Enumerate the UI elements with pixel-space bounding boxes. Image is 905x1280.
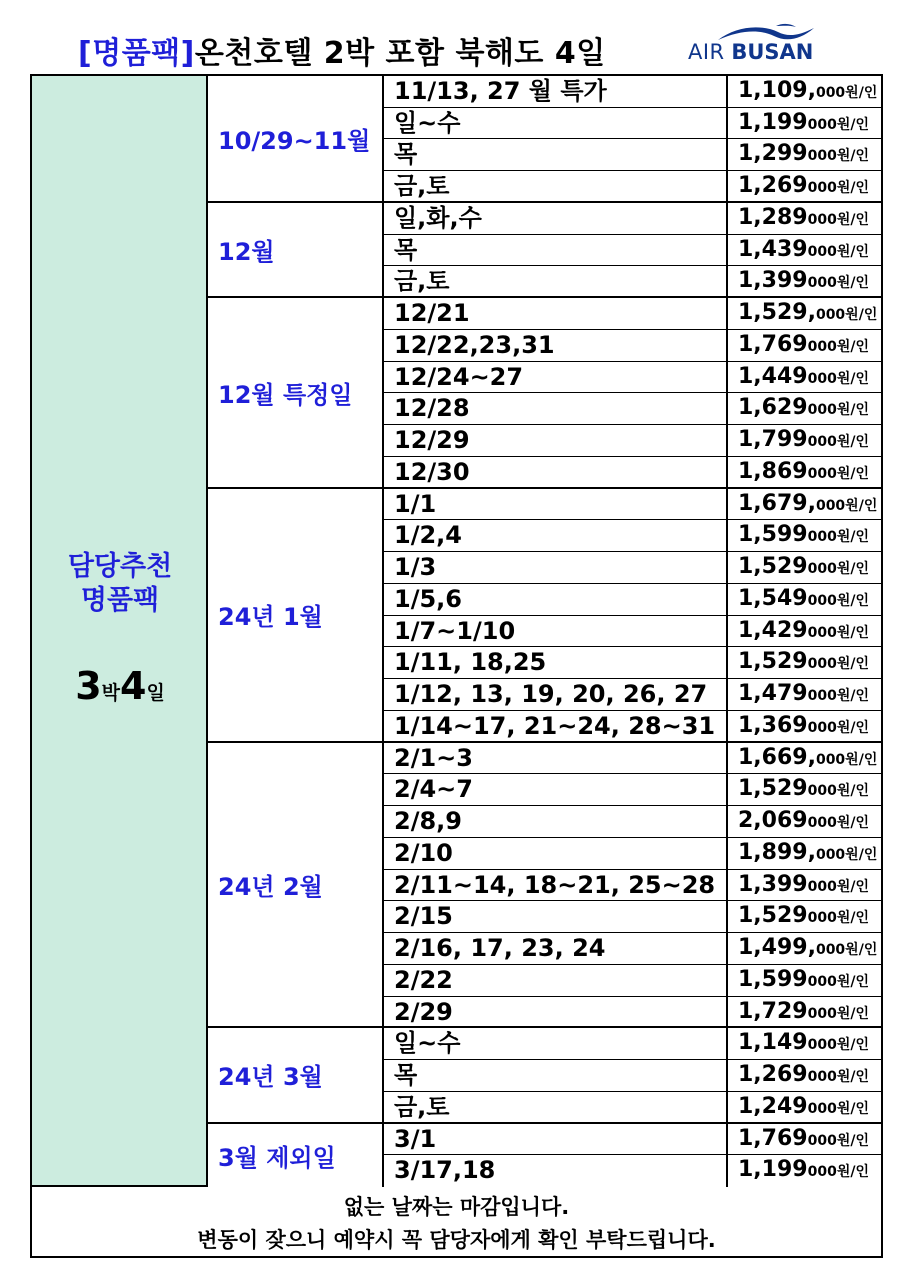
date-cell: 2/10 [394,838,453,867]
price-cell [726,1155,881,1187]
nights-number: 3 [75,664,102,708]
price-value: 1,679, [738,490,816,516]
price-group [208,1124,881,1187]
price-unit: 000원/인 [807,148,869,165]
period-label: 10/29~11월 [208,76,384,201]
price-unit: 000원/인 [807,719,869,736]
price-value: 1,549 [738,585,808,611]
price-value: 1,249 [738,1093,808,1119]
price-group [208,1028,881,1123]
date-cell: 11/13, 27 월 특가 [394,77,607,105]
price-value: 1,399 [738,268,808,294]
price-cell [726,362,881,393]
date-cell: 1/5,6 [394,584,462,613]
price-cell [726,425,881,456]
price-table [30,74,883,1258]
price-unit: 000원/인 [807,973,869,990]
table-row [384,139,881,171]
price-cell [726,171,881,203]
price-cell [726,457,881,489]
price-value: 1,529 [738,776,808,802]
price-unit: 000원/인 [815,307,878,324]
table-row [384,1124,881,1156]
price-value: 1,869 [738,458,808,484]
table-row [384,362,881,394]
table-row [384,679,881,711]
price-unit: 000원/인 [807,275,869,292]
price-group [208,76,881,203]
period-label: 12월 특정일 [208,298,384,486]
logo-text [688,40,813,64]
days-number: 4 [120,664,147,708]
price-unit: 000원/인 [807,561,869,578]
table-row [384,647,881,679]
price-value: 1,369 [738,712,808,738]
price-unit: 000원/인 [807,783,869,800]
price-value: 1,499, [738,935,816,961]
table-row [384,901,881,933]
price-cell [726,806,881,837]
price-unit: 000원/인 [815,942,878,959]
price-value: 1,199 [738,1157,808,1183]
table-row [384,552,881,584]
price-unit: 000원/인 [807,1005,869,1022]
price-value: 1,529, [738,300,816,326]
table-row [384,774,881,806]
date-cell: 2/29 [394,997,453,1026]
date-cell: 목 [394,235,418,264]
price-cell [726,76,881,107]
table-row [384,330,881,362]
price-value: 1,599 [738,522,808,548]
date-cell: 금,토 [394,172,450,201]
price-cell [726,266,881,298]
price-cell [726,584,881,615]
price-value: 1,149 [738,1030,808,1056]
table-row [384,393,881,425]
price-cell [726,838,881,869]
date-cell: 12/30 [394,457,470,486]
table-row [384,489,881,521]
price-value: 1,269 [738,173,808,199]
title-bracket: [명품팩] [78,36,195,71]
table-row [384,171,881,203]
price-cell [726,108,881,139]
price-unit: 000원/인 [807,211,869,228]
date-cell: 12/21 [394,299,470,328]
table-row [384,1155,881,1187]
price-unit: 000원/인 [807,910,869,927]
date-cell: 금,토 [394,267,450,296]
price-cell [726,647,881,678]
price-cell [726,1060,881,1091]
date-cell: 1/3 [394,553,437,582]
left-panel-line1: 담당추천 [67,551,173,582]
price-cell [726,520,881,551]
date-cell: 1/12, 13, 19, 20, 26, 27 [394,680,708,709]
price-unit: 000원/인 [807,180,869,197]
price-unit: 000원/인 [807,624,869,641]
price-unit: 000원/인 [807,878,869,895]
price-cell [726,997,881,1029]
page-title [78,28,606,72]
price-value: 1,449 [738,363,808,389]
price-value: 1,529 [738,554,808,580]
date-cell: 12/29 [394,426,470,455]
period-label: 24년 1월 [208,489,384,741]
price-group [208,743,881,1029]
price-unit: 000원/인 [815,497,878,514]
table-row [384,743,881,775]
table-row [384,997,881,1029]
date-cell: 1/1 [394,489,437,518]
price-cell [726,711,881,743]
left-panel-line2: 명품팩 [80,585,160,616]
table-row [384,520,881,552]
date-cell: 1/14~17, 21~24, 28~31 [394,711,716,740]
price-unit: 000원/인 [807,592,869,609]
price-value: 2,069 [738,808,808,834]
price-value: 1,289 [738,204,808,230]
price-grid [208,76,881,1187]
nights-unit: 박 [101,682,120,704]
price-group [208,489,881,743]
price-cell [726,933,881,964]
price-value: 1,429 [738,617,808,643]
price-value: 1,599 [738,966,808,992]
header [0,22,905,72]
footer-line2: 변동이 잦으니 예약시 꼭 담당자에게 확인 부탁드립니다. [197,1228,716,1252]
table-row [384,838,881,870]
table-row [384,933,881,965]
price-cell [726,1028,881,1059]
date-cell: 목 [394,140,418,169]
period-label: 24년 2월 [208,743,384,1027]
price-cell [726,870,881,901]
date-cell: 12/22,23,31 [394,330,555,359]
nights-days [32,664,208,708]
table-row [384,457,881,489]
price-cell [726,552,881,583]
price-cell [726,679,881,710]
left-panel-title [32,550,208,618]
date-cell: 2/16, 17, 23, 24 [394,934,606,963]
table-row [384,76,881,108]
table-row [384,235,881,267]
price-cell [726,489,881,520]
price-value: 1,199 [738,109,808,135]
days-unit: 일 [146,682,165,704]
price-unit: 000원/인 [815,85,878,101]
table-row [384,711,881,743]
table-row [384,108,881,140]
price-cell [726,235,881,266]
price-value: 1,269 [738,1062,808,1088]
table-row [384,616,881,648]
date-cell: 2/15 [394,902,453,931]
date-cell: 12/24~27 [394,362,524,391]
price-value: 1,769 [738,1125,808,1151]
price-value: 1,729 [738,998,808,1024]
price-unit: 000원/인 [807,656,869,673]
price-unit: 000원/인 [807,434,869,451]
air-busan-logo [688,22,818,70]
price-cell [726,901,881,932]
date-cell: 일~수 [394,108,461,137]
price-value: 1,529 [738,903,808,929]
price-unit: 000원/인 [807,116,869,133]
price-cell [726,139,881,170]
price-cell [726,965,881,996]
price-unit: 000원/인 [815,751,878,768]
price-unit: 000원/인 [807,1164,869,1181]
price-unit: 000원/인 [807,338,869,355]
price-group [208,203,881,298]
price-unit: 000원/인 [815,846,878,863]
price-group [208,298,881,488]
table-row [384,965,881,997]
logo-busan: BUSAN [731,40,814,64]
price-value: 1,629 [738,395,808,421]
date-cell: 2/11~14, 18~21, 25~28 [394,870,716,899]
table-row [384,203,881,235]
date-cell: 12/28 [394,394,470,423]
footer-line1: 없는 날짜는 마감입니다. [343,1195,570,1219]
table-row [384,1028,881,1060]
price-unit: 000원/인 [807,465,869,482]
price-cell [726,1092,881,1124]
price-value: 1,669, [738,744,816,770]
price-cell [726,330,881,361]
price-value: 1,399 [738,871,808,897]
table-row [384,1092,881,1124]
table-row [384,870,881,902]
date-cell: 1/11, 18,25 [394,648,547,677]
price-cell [726,1124,881,1155]
price-unit: 000원/인 [807,402,869,419]
price-unit: 000원/인 [807,815,869,832]
price-value: 1,109, [738,78,816,103]
left-panel [32,76,208,1187]
table-row [384,266,881,298]
price-value: 1,529 [738,649,808,675]
price-value: 1,899, [738,839,816,865]
period-label: 12월 [208,203,384,296]
date-cell: 금,토 [394,1092,450,1121]
table-row [384,584,881,616]
date-cell: 2/4~7 [394,775,473,804]
table-row [384,298,881,330]
price-value: 1,479 [738,681,808,707]
table-row [384,806,881,838]
price-unit: 000원/인 [807,370,869,387]
price-unit: 000원/인 [807,1069,869,1086]
price-unit: 000원/인 [807,1132,869,1149]
table-row [384,425,881,457]
date-cell: 3/1 [394,1124,437,1153]
title-main: 온천호텔 2박 포함 북해도 4일 [194,36,606,71]
date-cell: 일,화,수 [394,203,482,232]
price-unit: 000원/인 [807,1100,869,1117]
price-cell [726,616,881,647]
date-cell: 2/22 [394,965,453,994]
price-unit: 000원/인 [807,1037,869,1054]
price-cell [726,203,881,234]
date-cell: 목 [394,1061,418,1090]
table-row [384,1060,881,1092]
period-label: 3월 제외일 [208,1124,384,1187]
date-cell: 1/2,4 [394,521,462,550]
price-value: 1,299 [738,141,808,167]
date-cell: 2/8,9 [394,807,462,836]
date-cell: 1/7~1/10 [394,616,516,645]
price-unit: 000원/인 [807,243,869,260]
period-label: 24년 3월 [208,1028,384,1121]
date-cell: 일~수 [394,1029,461,1058]
date-cell: 2/1~3 [394,743,473,772]
price-cell [726,393,881,424]
footer-notice [32,1187,881,1258]
price-cell [726,743,881,774]
price-value: 1,769 [738,331,808,357]
price-unit: 000원/인 [807,529,869,546]
price-value: 1,799 [738,427,808,453]
price-cell [726,774,881,805]
price-cell [726,298,881,329]
price-value: 1,439 [738,236,808,262]
date-cell: 3/17,18 [394,1156,496,1185]
logo-air: AIR [688,40,725,64]
price-unit: 000원/인 [807,688,869,705]
